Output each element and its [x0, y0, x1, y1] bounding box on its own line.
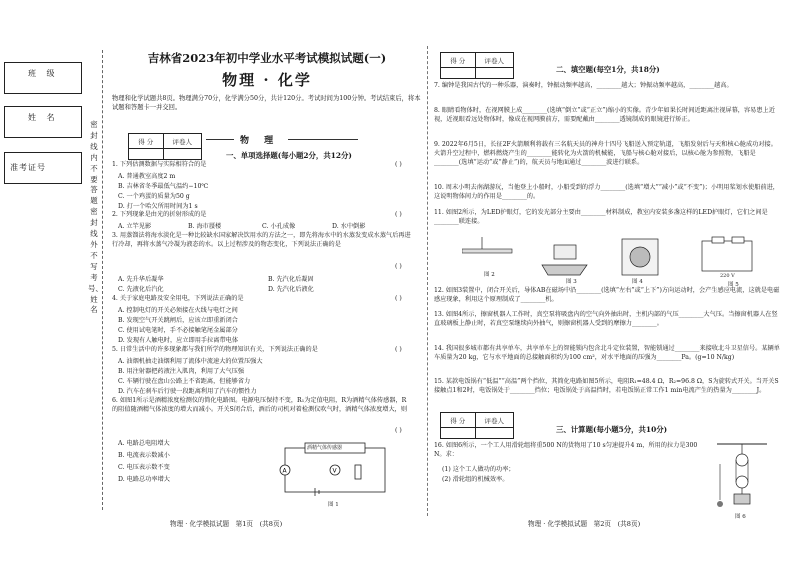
score-box-2-blank	[440, 66, 514, 79]
name-label: 姓 名	[28, 113, 59, 122]
fig6-caption: 图 6	[735, 514, 746, 520]
footer-left: 物理 · 化学模拟试题 第1页 (共8页)	[170, 520, 283, 528]
question-5: 5. 日常生活中的许多现象都与我们所学的物理知识有关，下列说法正确的是	[112, 346, 318, 353]
q6-option-b: B. 电流表示数减小	[118, 452, 170, 459]
q5-option-c: C. 车辆行驶在盘山公路上不省距离，但能够省力	[118, 378, 251, 385]
seal-line	[102, 50, 104, 510]
exam-title: 吉林省2023年初中学业水平考试模拟试题(一)	[147, 51, 387, 65]
q4-answer: ( )	[395, 295, 402, 302]
question-3: 3. 用蒸馏法将海水淡化是一种比较缺水国家解决饮用水的方法之一，即先将海水中的水蒸发变成水蒸气后再进行冷却，再将水蒸气冷凝为液态的水。以上过程涉及的物态变化，下列说法正确的是	[112, 232, 411, 248]
question-12: 12. 如图3装置中，闭合开关后，导体AB在磁场中沿________(选填“左右”或“上下”)方向运动时，会产生感应电流，这就是电磁感应现象，利用这个原理制成了________机。	[434, 287, 780, 303]
column-divider	[427, 46, 429, 516]
fig5-voltage: 220 V	[720, 273, 735, 279]
svg-text:A: A	[282, 467, 287, 475]
q4-option-c: C. 使用试电笔时，手不必接触笔尾金属部分	[118, 327, 238, 334]
fig3-caption: 图 3	[566, 279, 577, 285]
q2-option-c: C. 小孔成像	[262, 223, 296, 230]
q1-option-b: B. 吉林省冬季最低气温约−10℃	[118, 183, 209, 190]
footer-right: 物理 · 化学模拟试题 第2页 (共8页)	[528, 520, 641, 528]
question-11: 11. 如图2所示，为LED护眼灯，它的发光部分主要由________材料制成，教室内安装多盏这样的LED护眼灯，它们之间是________联连接。	[434, 209, 768, 225]
physics-heading: 物 理	[240, 136, 280, 146]
fig1-caption: 图 1	[328, 502, 339, 508]
question-15: 15. 某款电饭锅有“低温”“高温”两个挡位，其简化电路如图5所示，电阻R₁=48.4 Ω，R₂=96.8 Ω，S为旋转式开关。当开关S接触点1和2时，电饭锅处于________挡位；电饭锅处于高温挡时，若电饭锅正常工作1 min电流产生的热量为________J。	[434, 378, 779, 394]
fig1-sensor-label: 酒精气体传感器	[307, 445, 343, 451]
svg-text:V: V	[332, 467, 337, 475]
q4-option-d: D. 发现有人触电时，应立即用手拉离带电体	[118, 337, 239, 344]
q2-option-a: A. 立竿见影	[118, 223, 152, 230]
grader-label: 评卷人	[484, 56, 505, 65]
question-6: 6. 如图1所示是酒精浓度检测仪的简化电路图。电源电压保持不变，R₁为定值电阻，R为酒精气体传感器，R的阻值随酒精气体浓度的增大而减小。开关S闭合后，酒后的司机对着检测仪吹气时，酒精气体浓度增大，则	[112, 397, 408, 413]
q1-answer: ( )	[395, 161, 402, 168]
question-16: 16. 如图6所示，一个工人用滑轮组将重500 N的货物用了10 s匀速提升4 m，所用的拉力是300 N。求：	[434, 442, 698, 458]
q6-option-d: D. 电路总功率增大	[118, 476, 170, 483]
q4-option-a: A. 控制电灯的开关必须接在火线与电灯之间	[118, 307, 238, 314]
question-13: 13. 如图4所示，擦窗机器人工作时，真空泵将吸盘内的空气向外抽出时，主机内部的气压________大气压。当擦窗机器人在竖直玻璃板上静止时，若真空泵继续向外抽气，则擦窗机器人受到的摩擦力________。	[434, 311, 778, 327]
question-8: 8. 眼睛看物体时，在视网膜上成________(选填“倒立”或“正立”)缩小的实像。青少年如果长时间近距离注视屏幕，容易患上近视，近视眼看远处物体时，像成在视网膜前方，需要配戴由________透镜制成的眼镜进行矫正。	[434, 107, 775, 123]
fig5-caption: 图 5	[728, 282, 739, 288]
grader-label: 评卷人	[484, 416, 505, 425]
exam-subtitle: 物理 · 化学	[222, 71, 312, 89]
heading-rule-left	[206, 139, 234, 140]
section2-title: 二、填空题(每空1分，共18分)	[556, 65, 660, 74]
q3-option-a: A. 先升华后凝华	[118, 276, 164, 283]
binding-strip	[0, 0, 105, 561]
q2-option-b: B. 海市蜃楼	[188, 223, 222, 230]
score-label: 得 分	[441, 413, 476, 427]
section1-title: 一、单项选择题(每小题2分，共12分)	[226, 151, 352, 160]
q2-answer: ( )	[395, 211, 402, 218]
question-16-part-2: (2) 滑轮组的机械效率。	[442, 476, 509, 483]
q5-option-b: B. 用注射器把药液注入肌肉，利用了大气压强	[118, 368, 245, 375]
q1-option-a: A. 普通教室高度2 m	[118, 173, 176, 180]
class-label: 班 级	[28, 69, 59, 78]
exam-intro: 物理和化学试题共8页。物理满分70分，化学满分50分，共计120分。考试时间为100分钟。考试结束后，将本试题和答题卡一并交回。	[112, 95, 421, 112]
question-7: 7. 编钟是我国古代的一种乐器，演奏时，钟振动频率越高，________越大；钟振动频率越高，________越高。	[434, 82, 733, 89]
q2-option-d: D. 水中倒影	[332, 223, 366, 230]
fig2-caption: 图 2	[484, 272, 495, 278]
score-box-1-blank	[128, 147, 202, 160]
q6-option-c: C. 电压表示数不变	[118, 464, 170, 471]
q6-answer: ( )	[395, 427, 402, 434]
question-2: 2. 下列现象是由光的折射形成的是	[112, 211, 207, 218]
q6-option-a: A. 电路总电阻增大	[118, 440, 170, 447]
grader-label: 评卷人	[172, 137, 193, 146]
seal-line-text: 密封线内不要答题密封线外不写考号、姓名	[88, 120, 103, 315]
question-1: 1. 下列估测数据与实际相符合的是	[112, 161, 207, 168]
question-16-part-1: (1) 这个工人做功的功率；	[442, 466, 515, 473]
question-9: 9. 2022年6月5日，长征2F火箭顺利将载有三名航天员的神舟十四号飞船送入预定轨道，飞船发射后与天和核心舱成功对接。火箭升空过程中，燃料燃烧产生的________能转化为火箭的机械能，飞船与核心舱对接后，以核心舱为参照物，飞船是________(选填“运动”或“静止”)的，航天员与地面通过________波进行联系。	[434, 141, 777, 166]
score-label: 得 分	[441, 53, 476, 67]
figure-6-pulley	[712, 440, 772, 518]
exam-no-label: 准考证号	[10, 163, 46, 172]
q1-option-d: D. 打一个哈欠所用时间为1 s	[118, 203, 198, 210]
score-label: 得 分	[129, 134, 164, 148]
q3-option-c: C. 先液化后汽化	[118, 286, 164, 293]
q3-option-d: D. 先汽化后液化	[268, 286, 314, 293]
question-14: 14. 我国很多城市都有共享单车，共享单车上的智能锁内包含北斗定位装置，智能锁通过________来接收北斗卫星信号。某辆单车质量为20 kg，它与水平地面的总接触面积约为100 cm²，对水平地面的压强为________Pa。(g=10 N/kg)	[434, 345, 780, 361]
heading-rule-right	[288, 139, 358, 140]
q5-option-a: A. 油烟机抽走油烟利用了流体中流速大的位置压强大	[118, 358, 263, 365]
fig4-caption: 图 4	[632, 279, 643, 285]
q5-answer: ( )	[395, 346, 402, 353]
q3-answer: ( )	[395, 263, 402, 270]
score-box-3-blank	[440, 426, 514, 439]
q4-option-b: B. 发现空气开关跳闸后，应该立即重新闭合	[118, 317, 238, 324]
q5-option-d: D. 汽车在刹车后行驶一段距离利用了汽车的惯性力	[118, 388, 257, 395]
q3-option-b: B. 先汽化后凝固	[268, 276, 314, 283]
question-10: 10. 周末小明去南湖游玩，当他登上小船时，小船受到的浮力________(选填“增大”“减小”或“不变”)；小明用桨划水使船前进，这说明物体间力的作用是________的。	[434, 184, 779, 200]
question-4: 4. 关于家庭电路及安全用电，下列说法正确的是	[112, 295, 244, 302]
section3-title: 三、计算题(每小题5分，共10分)	[556, 425, 668, 434]
q1-option-c: C. 一个鸡蛋的质量为50 g	[118, 193, 190, 200]
